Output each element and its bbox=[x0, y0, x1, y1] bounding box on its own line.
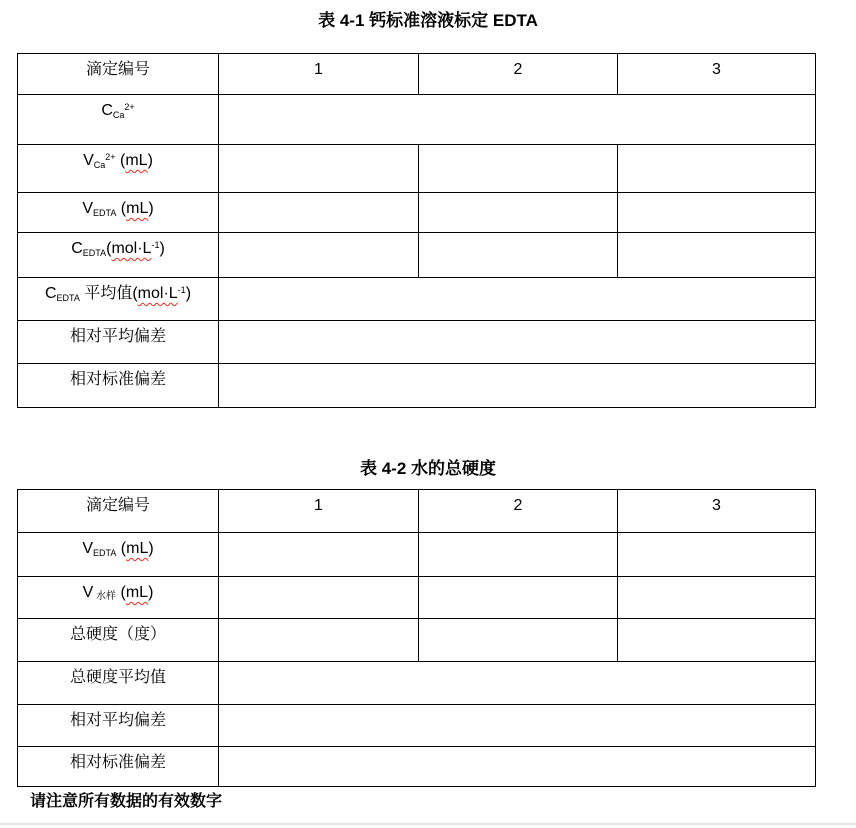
data-cell[interactable] bbox=[219, 747, 816, 787]
data-cell[interactable] bbox=[219, 193, 419, 233]
row-label-text: VEDTA (mL) bbox=[82, 540, 154, 558]
table-row bbox=[18, 145, 816, 193]
water-hardness-table bbox=[17, 489, 816, 787]
row-label-text: 相对标准偏差 bbox=[69, 754, 166, 771]
row-label-text: 总硬度平均值 bbox=[69, 669, 166, 686]
header-cell-1: 1 bbox=[219, 54, 419, 95]
table-row bbox=[18, 490, 816, 533]
data-cell[interactable] bbox=[219, 577, 419, 619]
data-cell[interactable] bbox=[419, 533, 618, 577]
row-label-v-ca bbox=[18, 145, 219, 193]
header-cell-2: 2 bbox=[419, 490, 618, 533]
table-row bbox=[18, 321, 816, 364]
data-cell[interactable] bbox=[419, 193, 618, 233]
table2-title: 表 4-2 水的总硬度 bbox=[359, 459, 497, 478]
significant-figures-note: 请注意所有数据的有效数字 bbox=[30, 793, 223, 810]
data-cell[interactable] bbox=[219, 145, 419, 193]
data-cell[interactable] bbox=[419, 145, 618, 193]
data-cell[interactable] bbox=[618, 233, 816, 278]
header-cell-3: 3 bbox=[618, 490, 816, 533]
row-label-titration-no: 滴定编号 bbox=[18, 490, 219, 533]
header-cell-1: 1 bbox=[219, 490, 419, 533]
data-cell[interactable] bbox=[219, 662, 816, 705]
data-cell[interactable] bbox=[219, 95, 816, 145]
table-row bbox=[18, 747, 816, 787]
data-cell[interactable] bbox=[219, 619, 419, 662]
row-label-text: 相对平均偏差 bbox=[69, 712, 166, 729]
table-row bbox=[18, 705, 816, 747]
row-label-rel-std-dev bbox=[18, 747, 219, 787]
data-cell[interactable] bbox=[419, 619, 618, 662]
table-row bbox=[18, 577, 816, 619]
data-cell[interactable] bbox=[618, 577, 816, 619]
data-cell[interactable] bbox=[618, 533, 816, 577]
data-cell[interactable] bbox=[219, 533, 419, 577]
row-label-titration-no: 滴定编号 bbox=[18, 54, 219, 95]
row-label-text: 相对标准偏差 bbox=[69, 371, 166, 388]
table-row bbox=[18, 278, 816, 321]
data-cell[interactable] bbox=[219, 705, 816, 747]
row-label-text: V 水样 (mL) bbox=[82, 584, 154, 602]
row-label-rel-std-dev bbox=[18, 364, 219, 408]
data-cell[interactable] bbox=[219, 321, 816, 364]
table-row bbox=[18, 619, 816, 662]
table-row bbox=[18, 662, 816, 705]
row-label-total-hardness bbox=[18, 619, 219, 662]
data-cell[interactable] bbox=[618, 145, 816, 193]
row-label-rel-mean-dev bbox=[18, 705, 219, 747]
table-row bbox=[18, 54, 816, 95]
data-cell[interactable] bbox=[618, 619, 816, 662]
edta-calibration-table bbox=[17, 53, 816, 408]
table-row bbox=[18, 233, 816, 278]
data-cell[interactable] bbox=[419, 577, 618, 619]
row-label-text: 总硬度（度） bbox=[69, 626, 166, 643]
data-cell[interactable] bbox=[219, 278, 816, 321]
row-label-text: CCa$^{2+}$ bbox=[101, 102, 135, 120]
table-row bbox=[18, 95, 816, 145]
table-row bbox=[18, 364, 816, 408]
header-cell-2: 2 bbox=[419, 54, 618, 95]
data-cell[interactable] bbox=[419, 233, 618, 278]
header-cell-3: 3 bbox=[618, 54, 816, 95]
data-cell[interactable] bbox=[618, 193, 816, 233]
table1-title: 表 4-1 钙标准溶液标定 EDTA bbox=[318, 11, 538, 30]
row-label-v-edta bbox=[18, 533, 219, 577]
row-label-hardness-mean bbox=[18, 662, 219, 705]
row-label-c-edta-mean bbox=[18, 278, 219, 321]
row-label-v-water-sample bbox=[18, 577, 219, 619]
row-label-text: VCa$^{2+}$ (mL) bbox=[83, 152, 153, 170]
row-label-v-edta bbox=[18, 193, 219, 233]
row-label-text: CEDTA 平均值$(mol\cdot L^{-1})$ bbox=[44, 285, 192, 303]
data-cell[interactable] bbox=[219, 364, 816, 408]
row-label-c-ca bbox=[18, 95, 219, 145]
row-label-c-edta bbox=[18, 233, 219, 278]
bottom-divider bbox=[0, 823, 856, 825]
data-cell[interactable] bbox=[219, 233, 419, 278]
row-label-text: $CEDTA(mol\cdot L^{-1})$ bbox=[71, 240, 165, 258]
row-label-rel-mean-dev bbox=[18, 321, 219, 364]
row-label-text: 相对平均偏差 bbox=[69, 328, 166, 345]
row-label-text: VEDTA (mL) bbox=[82, 200, 154, 218]
table-row bbox=[18, 533, 816, 577]
table-row bbox=[18, 193, 816, 233]
